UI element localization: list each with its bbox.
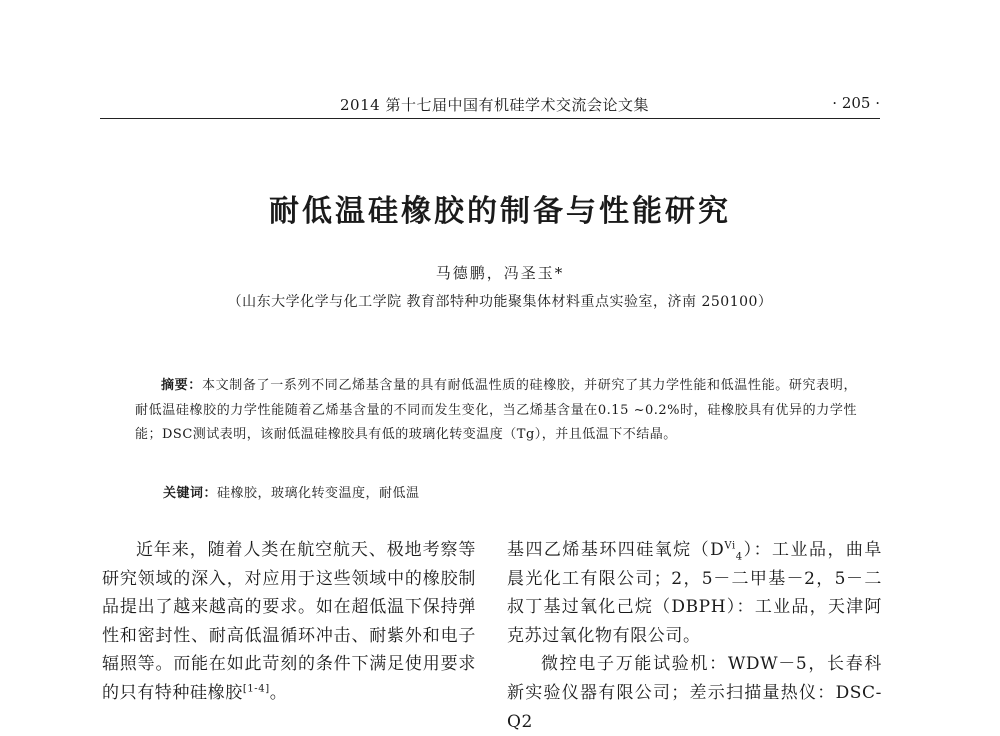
keywords-text: 硅橡胶，玻璃化转变温度，耐低温 — [217, 486, 420, 501]
intro-paragraph — [102, 536, 476, 708]
materials-text: ）：工业品，曲阜晨光化工有限公司；2，5－二甲基－2，5－二叔丁基过氧化己烷（DBPH）：工业品，天津阿克苏过氧化物有限公司。 — [507, 540, 882, 646]
affiliation: （山东大学化学与化工学院 教育部特种功能聚集体材料重点实验室，济南 250100） — [227, 294, 773, 310]
paper-title: 耐低温硅橡胶的制备与性能研究 — [269, 194, 731, 229]
instruments-paragraph: 微控电子万能试验机：WDW－5，长春科新实验仪器有限公司；差示扫描量热仪：DSC-Q2 — [507, 654, 882, 732]
journal-title: 2014 第十七届中国有机硅学术交流会论文集 — [340, 96, 649, 114]
abstract-label: 摘要： — [161, 378, 202, 393]
body-column-right — [507, 536, 882, 736]
citation-ref: [1-4] — [242, 683, 270, 695]
intro-end: 。 — [269, 682, 288, 703]
running-head — [100, 92, 880, 119]
keywords-label: 关键词： — [163, 486, 218, 501]
body-column-left — [102, 536, 476, 708]
abstract — [135, 374, 857, 448]
keywords — [163, 482, 863, 501]
material-subscript: 4 — [735, 551, 743, 563]
page-number: · 205 · — [832, 94, 880, 112]
authors: 马德鹏，冯圣玉* — [435, 264, 565, 282]
materials-prefix: 基四乙烯基环四硅氧烷（D — [507, 540, 725, 560]
abstract-text: 本文制备了一系列不同乙烯基含量的具有耐低温性质的硅橡胶，并研究了其力学性能和低温性能。研究表明，耐低温硅橡胶的力学性能随着乙烯基含量的不同而发生变化，当乙烯基含量在0.15 ~0.2%时，硅橡胶具有优异的力学性能；DSC测试表明，该耐低温硅橡胶具有低的玻璃化转变温度（Tg），并且低温下不结晶。 — [135, 378, 857, 442]
material-superscript: Vi — [724, 540, 736, 552]
materials-paragraph — [507, 536, 882, 650]
intro-text: 近年来，随着人类在航空航天、极地考察等研究领域的深入，对应用于这些领域中的橡胶制品提出了越来越高的要求。如在超低温下保持弹性和密封性、耐高低温循环冲击、耐紫外和电子辐照等。而能在如此苛刻的条件下满足使用要求的只有特种硅橡胶 — [102, 540, 476, 703]
